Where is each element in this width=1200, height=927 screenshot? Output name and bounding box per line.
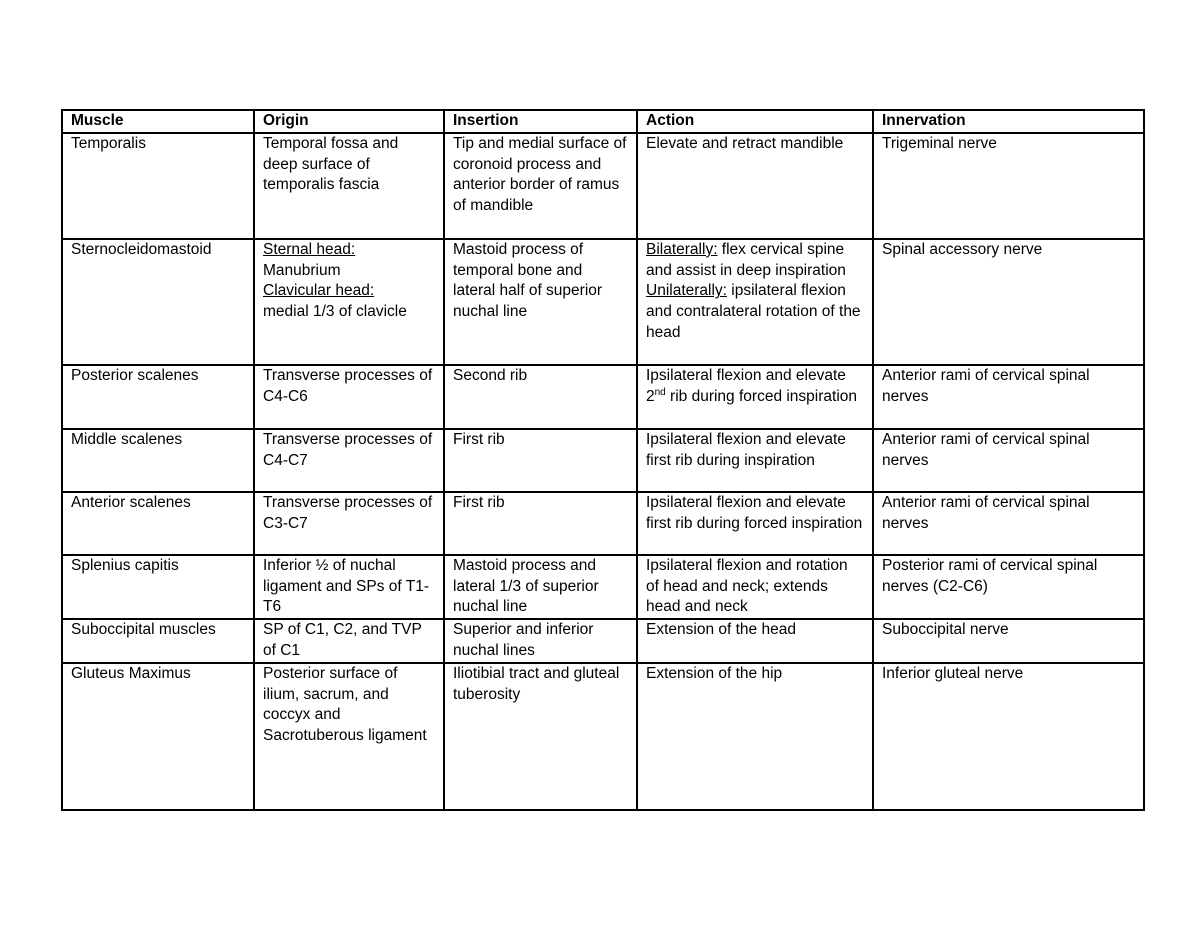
header-innervation: Innervation [873,110,1144,133]
cell-innervation: Anterior rami of cervical spinal nerves [873,429,1144,492]
table-row [62,663,1144,810]
action-text-before: Ipsilateral flexion and elevate 2 [646,366,846,405]
cell-origin: Transverse processes of C4-C7 [254,429,444,492]
table-row [62,619,1144,663]
cell-insertion: Second rib [444,365,637,429]
table-row [62,429,1144,492]
cell-insertion: Iliotibial tract and gluteal tuberosity [444,663,637,810]
header-action: Action [637,110,873,133]
cell-muscle: Splenius capitis [62,555,254,619]
cell-muscle: Suboccipital muscles [62,619,254,663]
cell-muscle: Temporalis [62,133,254,239]
header-muscle: Muscle [62,110,254,133]
bilateral-text: flex cervical spine and assist in deep inspiration [646,240,846,279]
cell-innervation: Anterior rami of cervical spinal nerves [873,492,1144,555]
unilateral-label: Unilaterally: [646,282,727,300]
table-row [62,133,1144,239]
cell-innervation: Trigeminal nerve [873,133,1144,239]
cell-action: Ipsilateral flexion and elevate first rib during forced inspiration [637,492,873,555]
cell-origin: Temporal fossa and deep surface of temporalis fascia [254,133,444,239]
cell-action [637,365,873,429]
cell-origin [254,239,444,365]
header-origin: Origin [254,110,444,133]
cell-action: Extension of the head [637,619,873,663]
cell-innervation: Posterior rami of cervical spinal nerves (C2-C6) [873,555,1144,619]
muscle-table [61,109,1145,811]
cell-action: Ipsilateral flexion and rotation of head and neck; extends head and neck [637,555,873,619]
cell-origin: SP of C1, C2, and TVP of C1 [254,619,444,663]
cell-muscle: Middle scalenes [62,429,254,492]
action-text-after: rib during forced inspiration [665,387,858,405]
cell-muscle: Posterior scalenes [62,365,254,429]
cell-insertion: Superior and inferior nuchal lines [444,619,637,663]
cell-innervation: Anterior rami of cervical spinal nerves [873,365,1144,429]
table-header-row [62,110,1144,133]
header-insertion: Insertion [444,110,637,133]
cell-innervation: Suboccipital nerve [873,619,1144,663]
cell-origin: Transverse processes of C4-C6 [254,365,444,429]
unilateral-text: ipsilateral flexion and contralateral rotation of the head [646,282,861,341]
cell-origin: Transverse processes of C3-C7 [254,492,444,555]
table-row [62,492,1144,555]
cell-origin: Posterior surface of ilium, sacrum, and coccyx and Sacrotuberous ligament [254,663,444,810]
table-row [62,365,1144,429]
cell-origin: Inferior ½ of nuchal ligament and SPs of T1-T6 [254,555,444,619]
cell-muscle: Gluteus Maximus [62,663,254,810]
cell-action: Extension of the hip [637,663,873,810]
sternal-head-label: Sternal head: [263,240,356,258]
table-row [62,239,1144,365]
cell-muscle: Sternocleidomastoid [62,239,254,365]
bilateral-label: Bilaterally: [646,240,718,258]
cell-action [637,239,873,365]
sternal-head-text: Manubrium [263,261,341,279]
cell-innervation: Spinal accessory nerve [873,239,1144,365]
cell-insertion: Mastoid process and lateral 1/3 of superior nuchal line [444,555,637,619]
cell-insertion: First rib [444,492,637,555]
table-row [62,555,1144,619]
cell-insertion: Tip and medial surface of coronoid process and anterior border of ramus of mandible [444,133,637,239]
cell-innervation: Inferior gluteal nerve [873,663,1144,810]
cell-muscle: Anterior scalenes [62,492,254,555]
clavicular-head-label: Clavicular head: [263,282,375,300]
clavicular-head-text: medial 1/3 of clavicle [263,303,407,321]
cell-action: Ipsilateral flexion and elevate first rib during inspiration [637,429,873,492]
ordinal-suffix: nd [654,386,666,398]
cell-action: Elevate and retract mandible [637,133,873,239]
cell-insertion: First rib [444,429,637,492]
cell-insertion: Mastoid process of temporal bone and lateral half of superior nuchal line [444,239,637,365]
